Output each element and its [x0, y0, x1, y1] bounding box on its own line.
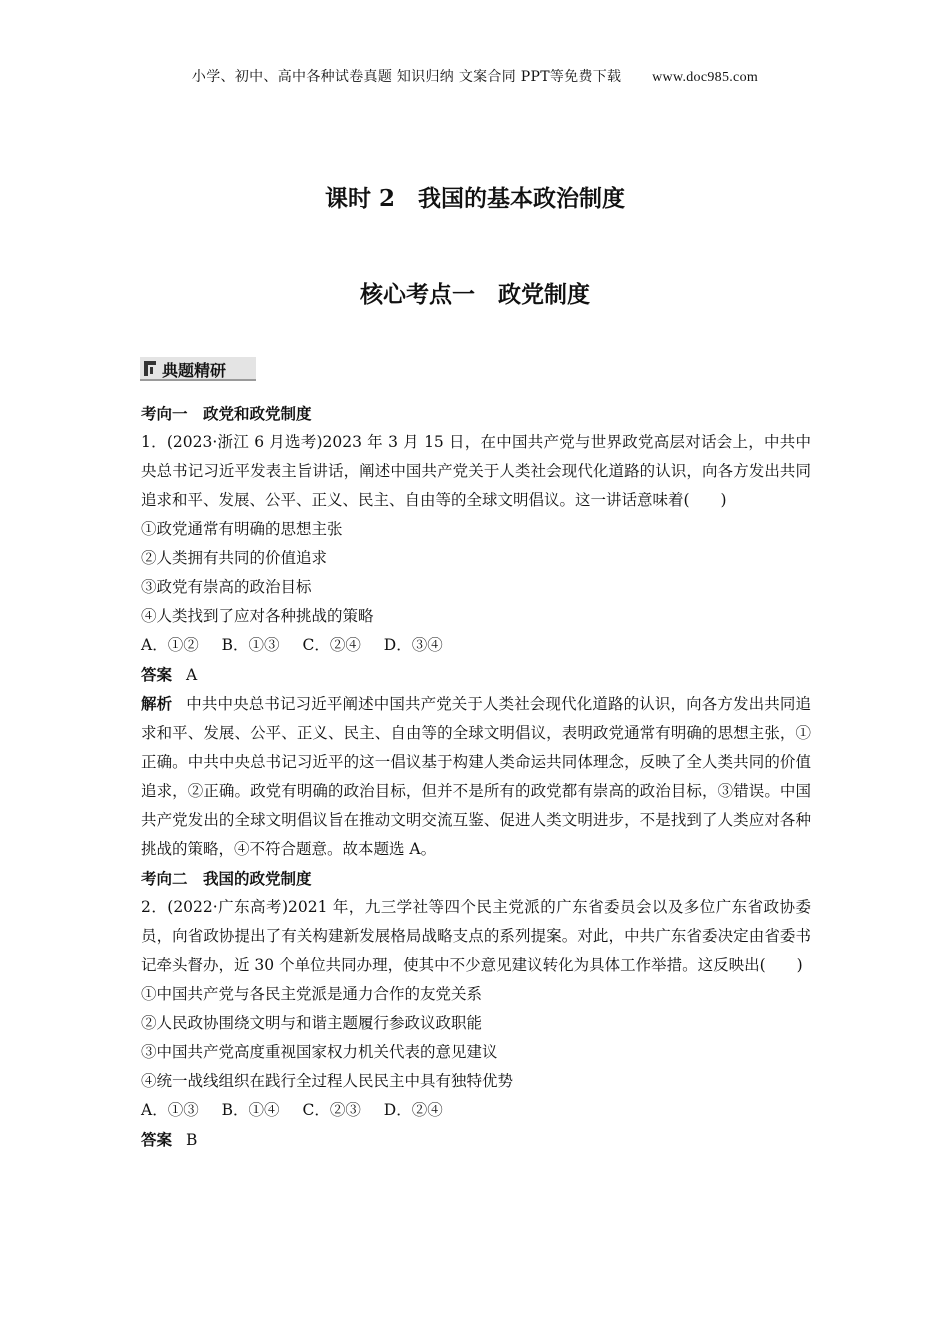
- q1-answer-value: A: [186, 666, 198, 684]
- q2-item-1: ①中国共产党与各民主党派是通力合作的友党关系: [141, 985, 483, 1003]
- q1-option-d: D．③④: [383, 636, 443, 654]
- q1-item-4: ④人类找到了应对各种挑战的策略: [141, 607, 374, 625]
- q2-options: [141, 1096, 811, 1125]
- main-content: [141, 399, 811, 1154]
- q2-item-3: ③中国共产党高度重视国家权力机关代表的意见建议: [141, 1043, 498, 1061]
- q1-analysis-text: 中共中央总书记习近平阐述中国共产党关于人类社会现代化道路的认识，向各方发出共同追求和平、发展、公平、正义、民主、自由等的全球文明倡议，表明政党通常有明确的思想主张，①正确。中共中央总书记习近平的这一倡议基于构建人类命运共同体理念，反映了全人类共同的价值追求，②正确。政党有明确的政治目标，但并不是所有的政党都有崇高的政治目标，③错误。中国共产党发出的全球文明倡议旨在推动文明交流互鉴、促进人类文明进步，不是找到了人类应对各种挑战的策略，④不符合题意。故本题选 A。: [141, 695, 811, 858]
- badge-label: 典题精研: [162, 361, 227, 380]
- q1-option-c: C．②④: [302, 636, 361, 654]
- q2-option-b: B．①④: [221, 1101, 280, 1119]
- badge-bracket-icon: [144, 361, 156, 376]
- direction-1-heading: 考向一 政党和政党制度: [141, 404, 312, 423]
- q2-item-2: ②人民政协围绕文明与和谐主题履行参政议政职能: [141, 1014, 483, 1032]
- q1-answer-label: 答案: [141, 665, 173, 684]
- q1-analysis: [141, 689, 811, 864]
- q1-answer: [141, 660, 811, 689]
- q1-item-3: ③政党有崇高的政治目标: [141, 578, 312, 596]
- direction-2-heading: 考向二 我国的政党制度: [141, 869, 312, 888]
- header-url[interactable]: www.doc985.com: [652, 70, 759, 85]
- section-badge: [140, 357, 256, 381]
- q2-option-c: C．②③: [302, 1101, 361, 1119]
- q1-option-b: B．①③: [221, 636, 280, 654]
- lesson-title: 课时 2 我国的基本政治制度: [324, 185, 625, 212]
- q1-analysis-label: 解析: [141, 694, 173, 713]
- q1-item-2: ②人类拥有共同的价值追求: [141, 549, 328, 567]
- section-title: 核心考点一 政党制度: [360, 281, 590, 308]
- q2-answer: [141, 1125, 811, 1154]
- page-header: [0, 66, 950, 86]
- q2-option-d: D．②④: [383, 1101, 443, 1119]
- q1-item-1: ①政党通常有明确的思想主张: [141, 520, 343, 538]
- q2-item-4: ④统一战线组织在践行全过程人民民主中具有独特优势: [141, 1072, 514, 1090]
- q2-answer-value: B: [186, 1131, 198, 1149]
- q2-stem: 2．(2022·广东高考)2021 年，九三学社等四个民主党派的广东省委员会以及多位广东省政协委员，向省政协提出了有关构建新发展格局战略支点的系列提案。对此，中共广东省委决定由省委书记牵头督办，近 30 个单位共同办理，使其中不少意见建议转化为具体工作举措。这反映出( ): [141, 898, 811, 974]
- q1-option-a: A．①②: [141, 636, 199, 654]
- q2-answer-label: 答案: [141, 1130, 173, 1149]
- header-text: 小学、初中、高中各种试卷真题 知识归纳 文案合同 PPT等免费下载: [191, 69, 622, 85]
- q2-option-a: A．①③: [141, 1101, 199, 1119]
- q1-options: [141, 631, 811, 660]
- q1-stem: 1．(2023·浙江 6 月选考)2023 年 3 月 15 日，在中国共产党与世界政党高层对话会上，中共中央总书记习近平发表主旨讲话，阐述中国共产党关于人类社会现代化道路的认识，向各方发出共同追求和平、发展、公平、正义、民主、自由等的全球文明倡议。这一讲话意味着( ): [141, 433, 811, 509]
